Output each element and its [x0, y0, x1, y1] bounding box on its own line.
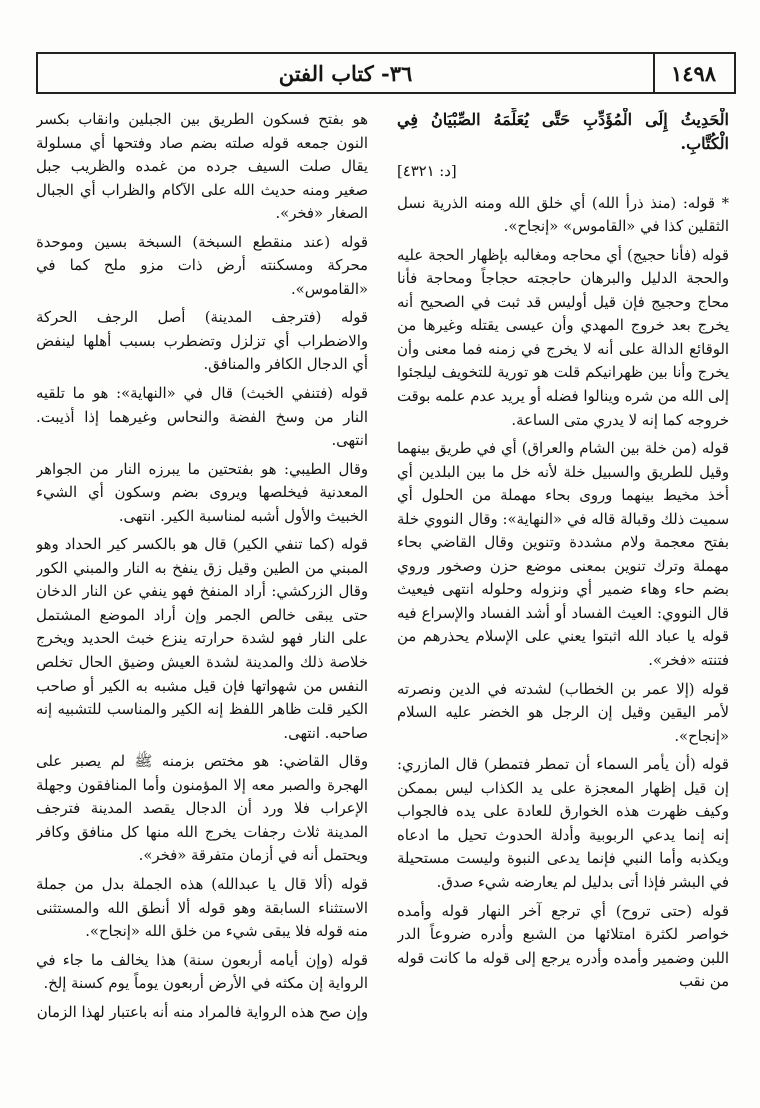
commentary-paragraph: قوله (من خلة بين الشام والعراق) أي في طريق بينهما وقيل للطريق والسبيل خلة لأنه خل ما بين البلدين أي أخذ مخيط بينهما وروى بحاء مهملة من الحلول أي سميت ذلك وقبالة قاله في «النهاية»: وقال النووي خلة بفتح معجمة ولام مشددة وتنوين وقال القاضي بحاء مهملة وترك تنوين بمعنى موضع حزن وصخور وروي بضم حاء وهاء ضمير أي ونزوله وحلوله انتهى فيعيث قال النووي: العيث الفساد أو أشد الفساد والإسراع فيه قوله يا عباد الله اثبتوا يعني على الإسلام يحذرهم من فتنته «فخر».	[397, 440, 729, 670]
right-column	[397, 108, 729, 1093]
commentary-paragraph: قوله (حتى تروح) أي ترجع آخر النهار قوله وأمده خواصر لكثرة امتلائها من الشبع وأدره ضروعاً الدر اللبن وضمير وأمده وأدره يرجع إلى قوله ما كانت قوله من نقب	[397, 902, 729, 991]
commentary-paragraph: قوله (فتنفي الخبث) قال في «النهاية»: هو ما تلقيه النار من وسخ الفضة والنحاس وغيرهما إذا أذيبت. انتهى.	[36, 385, 368, 450]
page-number: ١٤٩٨	[670, 60, 717, 86]
commentary-paragraph: وقال القاضي: هو مختص بزمنه ﷺ لم يصبر على الهجرة والصبر معه إلا المؤمنون وأما المنافقون وجهلة الإعراب فلا ورد أن الدجال يقصد المدينة فترجف المدينة ثلاث رجفات يخرج الله منها كل منافق وكافر ويحتمل أنه في أزمان متفرقة «فخر».	[36, 753, 368, 865]
commentary-paragraph: قوله (فترجف المدينة) أصل الرجف الحركة والاضطراب أي تزلزل وتضطرب بسبب أهلها لينفض أي الدجال الكافر والمنافق.	[36, 309, 368, 374]
commentary-paragraph: قوله (إلا عمر بن الخطاب) لشدته في الدين ونصرته لأمر اليقين وقيل إن الرجل هو الخضر عليه السلام «إنجاح».	[397, 680, 729, 745]
commentary-paragraph: قوله (فأنا حجيج) أي محاجه ومغالبه بإظهار الحجة عليه والحجة الدليل والبرهان حاججته حجاجاً ومحاجة فأنا محاج وحجيج فإن قيل أوليس قد ثبت في الصحيح أنه يخرج بعد خروج المهدي وأن عيسى يقتله وغيرها من الوقائع الدالة على أنه لا يخرج في زمنه فما معنى وأن يخرج وأنا بين ظهرانيكم قلت هو تورية للتخويف ليلجئوا إلى الله من شره وينالوا فضله أو يريد عدم علمه بوقت خروجه كما إنه لا يدري متى الساعة.	[397, 246, 729, 429]
commentary-paragraph: وإن صح هذه الرواية فالمراد منه أنه باعتبار لهذا الزمان	[36, 1003, 368, 1021]
header-divider	[653, 54, 655, 92]
hadith-text: الْحَدِيثُ إِلَى الْمُؤَدِّبِ حَتَّى يُعَلِّمَهُ الصِّبْيَانُ فِي الْكُتَّابِ.	[397, 110, 729, 153]
commentary-paragraph: قوله (وإن أيامه أربعون سنة) هذا يخالف ما جاء في الرواية إن مكثه في الأرض أربعون يوماً يوم كسنة إلخ.	[36, 951, 368, 993]
page-header	[36, 52, 736, 94]
commentary-paragraph: هو بفتح فسكون الطريق بين الجبلين وانقاب بكسر النون جمعه قوله صلته بضم صاد وفتحها أي مسلولة يقال صلت السيف جرده من غمده والظريب جبل صغير ومنه حديث الله على الآكام والظراب أي الجبال الصغار «فخر».	[36, 111, 368, 223]
hadith-reference: [د: ٤٣٢١]	[397, 163, 457, 181]
commentary-paragraph: * قوله: (منذ ذرأ الله) أي خلق الله ومنه الذرية نسل الثقلين كذا في «القاموس» «إنجاح».	[397, 194, 729, 236]
commentary-paragraph: قوله (أن يأمر السماء أن تمطر فتمطر) قال المازري: إن قيل إظهار المعجزة على يد الكذاب ليس بممكن وكيف ظهرت هذه الخوارق للعادة على يده فالجواب إنه إنما يدعي الربوبية وأدلة الحدوث تحيل ما ادعاه ويكذبه وأما النبي فإنما يدعى النبوة وليست مستحيلة في البشر فإذا أتى بدليل لم يعارضه شيء صدق.	[397, 756, 729, 891]
commentary-paragraph: قوله (ألا قال يا عبدالله) هذه الجملة بدل من جملة الاستثناء السابقة وهو قوله ألا أنطق الله والمستثنى منه قوله فلا يبقى شيء من خلق الله «إنجاح».	[36, 875, 368, 941]
commentary-paragraph: وقال الطيبي: هو بفتحتين ما يبرزه النار من الجواهر المعدنية فيخلصها ويروى بضم وسكون أي الشيء الخبيث والأول أشبه لمناسبة الكير. انتهى.	[36, 460, 368, 525]
chapter-title: ٣٦- كتاب الفتن	[278, 60, 413, 86]
commentary-paragraph: قوله (كما تنفي الكير) قال هو بالكسر كير الحداد وهو المبني من الطين وقيل زق ينفخ به النار والمبني الكور وقال الزركشي: أراد المنفخ فهو ينفي عن النار الدخان حتى يبقى خالص الجمر وإن أراد الموضع المشتمل على النار فهو لشدة حرارته ينزع خبث الحديد ويخرج خلاصة ذلك والمدينة لشدة العيش وضيق الحال تخلص النفس من شهواتها فإن قيل مشبه به الكير أو صاحب الكير قلت ظاهر اللفظ إنه الكير والمناسب للتشبيه إنه صاحبه. انتهى.	[36, 536, 368, 742]
left-column	[36, 108, 368, 1093]
commentary-paragraph: قوله (عند منقطع السبخة) السبخة بسين وموحدة محركة ومسكنته أرض ذات مزو ملح كما في «القاموس».	[36, 233, 368, 298]
